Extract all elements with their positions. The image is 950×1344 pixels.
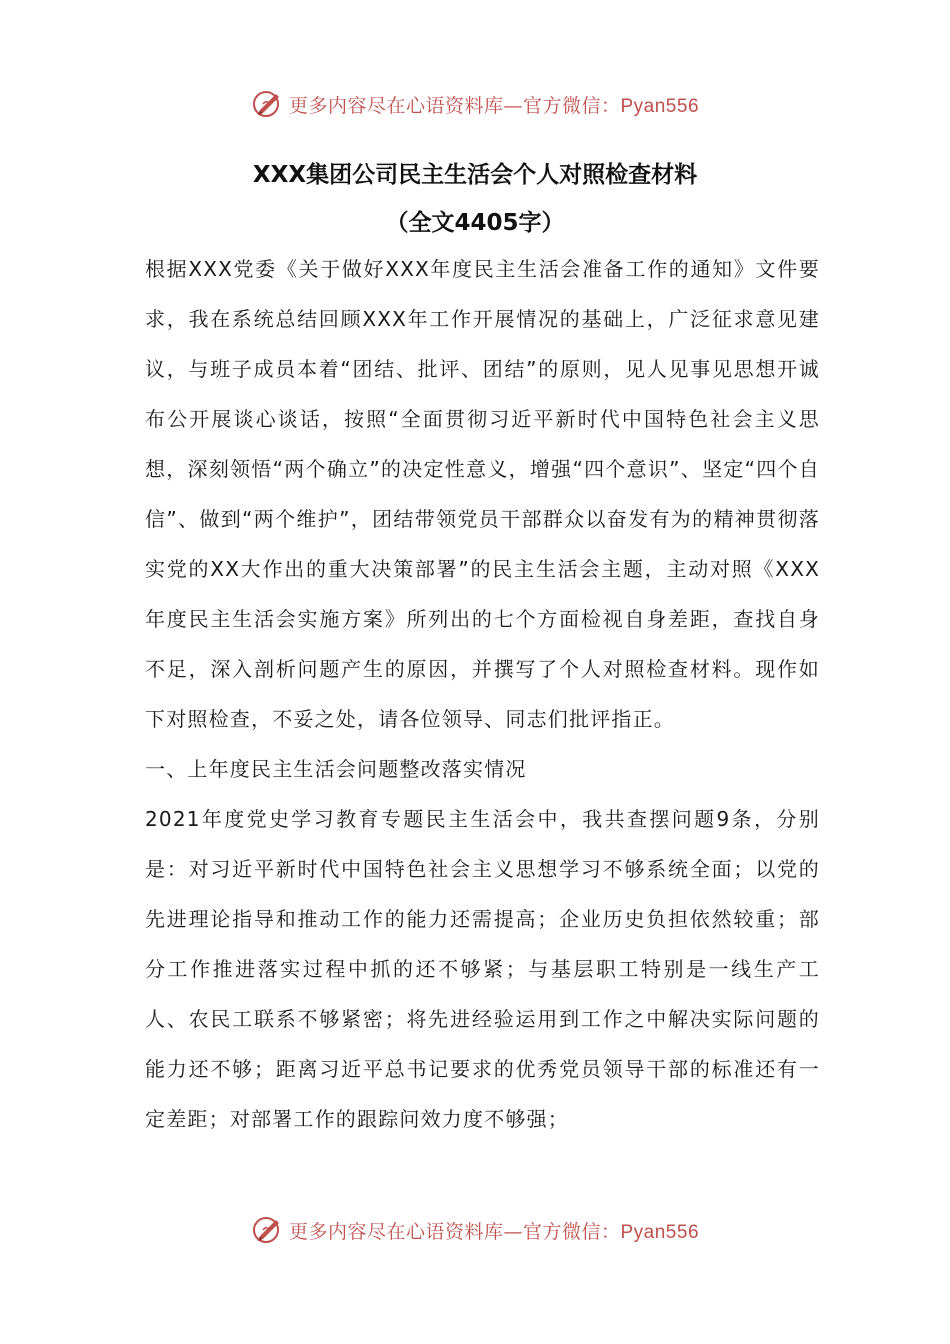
- intro-paragraph: 根据XXX党委《关于做好XXX年度民主生活会准备工作的通知》文件要求，我在系统总结回顾XXX年工作开展情况的基础上，广泛征求意见建议，与班子成员本着“团结、批评、团结”的原则，见人见事见思想开诚布公开展谈心谈话，按照“全面贯彻习近平新时代中国特色社会主义思想，深刻领悟“两个确立”的决定性意义，增强“四个意识”、坚定“四个自信”、做到“两个维护”，团结带领党员干部群众以奋发有为的精神贯彻落实党的XX大作出的重大决策部署”的民主生活会主题，主动对照《XXX年度民主生活会实施方案》所列出的七个方面检视自身差距，查找自身不足，深入剖析问题产生的原因，并撰写了个人对照检查材料。现作如下对照检查，不妥之处，请各位领导、同志们批评指正。: [145, 257, 820, 731]
- section-heading: 一、上年度民主生活会问题整改落实情况: [145, 757, 527, 781]
- watermark-footer: [0, 1210, 950, 1250]
- watermark-header: [0, 84, 950, 124]
- document-subtitle: （全文4405字）: [385, 210, 565, 236]
- wechat-id: Pyan556: [620, 95, 700, 117]
- pen-logo-icon: [251, 1213, 285, 1247]
- body-paragraph: 2021年度党史学习教育专题民主生活会中，我共查摆问题9条，分别是：对习近平新时代中国特色社会主义思想学习不够系统全面；以党的先进理论指导和推动工作的能力还需提高；企业历史负担依然较重；部分工作推进落实过程中抓的还不够紧；与基层职工特别是一线生产工人、农民工联系不够紧密；将先进经验运用到工作之中解决实际问题的能力还不够；距离习近平总书记要求的优秀党员领导干部的标准还有一定差距；对部署工作的跟踪问效力度不够强；: [145, 807, 820, 1131]
- pen-logo-icon: [251, 87, 285, 121]
- document-title: XXX集团公司民主生活会个人对照检查材料: [252, 162, 698, 188]
- watermark-text: 更多内容尽在心语资料库—官方微信：Pyan556: [288, 94, 700, 117]
- wechat-id: Pyan556: [620, 1221, 700, 1243]
- document-body: [145, 244, 820, 1144]
- watermark-text: 更多内容尽在心语资料库—官方微信：Pyan556: [288, 1220, 700, 1243]
